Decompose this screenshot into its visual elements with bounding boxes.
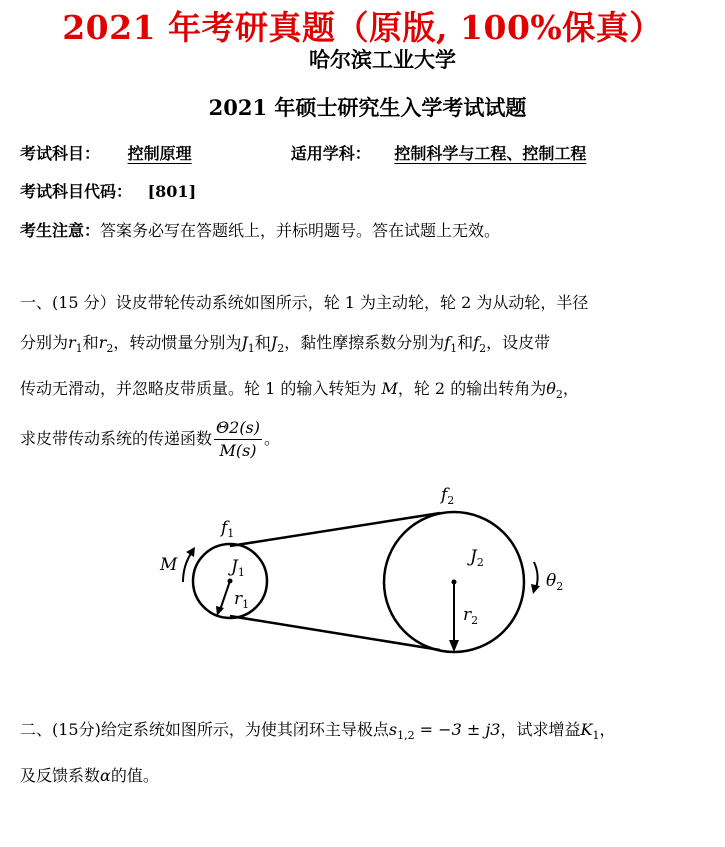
code-row [20,179,196,202]
j1-symbol: $J_1$ [241,333,255,356]
note-row [20,218,500,241]
m-symbol: M [381,379,398,399]
j2-symbol: $J_2$ [270,333,285,356]
discipline-label: 适用学科： [290,144,371,163]
school-name: 哈尔滨工业大学 [309,47,456,72]
r1-arrow [220,581,230,610]
q1-text: 传动无滑动，并忽略皮带质量。轮 1 的输入转矩为 [20,379,377,399]
note-label: 考生注意： [20,221,101,240]
theta2-arrowhead [531,584,540,594]
q2-line-1 [20,710,710,756]
q1-text: ，黏性摩擦系数分别为 [284,333,445,352]
q1-text: ，转动惯量分别为 [113,333,242,352]
belt-pulley-figure [0,480,725,680]
f2-symbol: $f_2$ [473,333,487,356]
r1-symbol: $r_1$ [68,333,83,356]
q1-text: 分别为 [20,333,69,352]
r2-arrowhead [449,640,459,652]
gain-symbol: $K_1$ [580,720,600,743]
q1-text: ，轮 2 的输出转角为 [397,379,547,399]
transfer-function [214,417,262,462]
alpha-symbol: α [100,766,111,786]
code-label: 考试科目代码： [20,182,133,201]
q2-text: 的值。 [110,766,159,786]
label-f1: $f_1$ [221,518,235,540]
q1-line-2 [20,323,710,369]
label-r2: $r_2$ [463,605,479,627]
q1-text: 求皮带传动系统的传递函数 [20,429,213,449]
theta2-symbol: $\theta_2$ [546,379,563,402]
q1-text: 。 [264,429,281,449]
r1-arrowhead [216,606,224,616]
theta2-arrow [534,562,538,588]
exam-title: 2021 年硕士研究生入学考试试题 [208,95,527,120]
poles-expression: $s_{1,2} = -3 \pm j3$ [388,720,501,743]
label-theta2: $\theta_2$ [546,571,564,593]
discipline-value: 控制科学与工程、控制工程 [394,144,587,163]
subject-label: 考试科目： [20,144,101,163]
q2-text: ， [599,720,616,739]
code-value: [801] [147,182,197,201]
question-2 [20,710,710,796]
question-1 [20,283,710,463]
q1-line-1: 一、(15 分）设皮带轮传动系统如图所示，轮 1 为主动轮，轮 2 为从动轮，半径 [20,293,589,312]
q1-text: 和 [457,333,474,352]
q1-text: ，设皮带 [486,333,551,352]
label-m: M [160,555,178,575]
r2-symbol: $r_2$ [98,333,114,356]
q1-text: 和 [82,333,99,352]
q1-line-3 [20,369,710,415]
subject-row [20,141,604,164]
transfer-function-denominator: M(s) [219,441,257,461]
q1-text: ， [562,379,579,399]
banner-title: 2021 年考研真题（原版, 100%保真） [62,8,663,47]
q1-line-4 [20,415,710,463]
subject-value: 控制原理 [127,144,192,163]
label-r1: $r_1$ [234,589,250,611]
label-j2: $J_2$ [470,547,484,569]
note-text: 答案务必写在答题纸上，并标明题号。答在试题上无效。 [100,221,501,240]
torque-m-arrow [183,552,192,582]
transfer-function-numerator: Θ2(s) [214,417,262,440]
q1-text: 和 [254,333,271,352]
f1-symbol: $f_1$ [444,333,458,356]
label-j1: $J_1$ [231,557,245,579]
q2-text: 及反馈系数 [20,766,101,786]
q2-text: ，试求增益 [500,720,581,739]
label-f2: $f_2$ [441,485,455,507]
belt-bottom [230,616,440,650]
q2-line-2 [20,756,710,796]
q2-text: 二、(15分)给定系统如图所示，为使其闭环主导极点 [20,720,389,739]
